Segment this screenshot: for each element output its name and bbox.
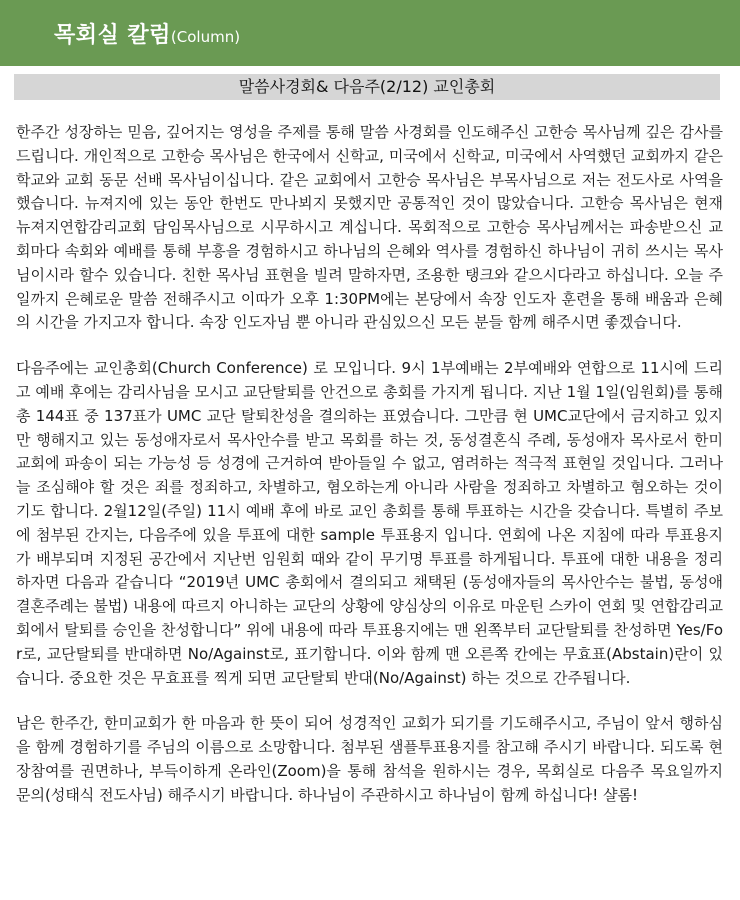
column-header — [0, 0, 740, 66]
subject-bar — [14, 74, 720, 100]
column-body — [16, 121, 723, 830]
paragraph-3: 남은 한주간, 한미교회가 한 마음과 한 뜻이 되어 성경적인 교회가 되기를 기도해주시고, 주님이 앞서 행하심을 함께 경험하기를 주님의 이름으로 소망합니다. 첨부된 샘플투표용지를 참고해 주시기 바랍니다. 되도록 현장참여를 권면하나, 부득이하게 온라인(Zoom)을 통해 참석을 원하시는 경우, 목회실로 다음주 목요일까지 문의(성태식 전도사님) 해주시기 바랍니다. 하나님이 주관하시고 하나님이 함께 하십니다! 샬롬! — [16, 714, 723, 804]
column-title-subtitle: (Column) — [170, 28, 241, 46]
paragraph-2: 다음주에는 교인총회(Church Conference) 로 모입니다. 9시 1부예배는 2부예배와 연합으로 11시에 드리고 예배 후에는 감리사님을 모시고 교단탈퇴를 안건으로 총회를 가지게 됩니다. 지난 1월 1일(임원회)를 통해 총 144표 중 137표가 UMC 교단 탈퇴찬성을 결의하는 표였습니다. 그만큼 현 UMC교단에서 금지하고 있지만 행해지고 있는 동성애자로서 목사안수를 받고 목회를 하는 것, 동성결혼식 주례, 동성애자 목사로서 한미교회에 파송이 되는 가능성 등 성경에 근거하여 받아들일 수 없고, 염려하는 적극적 표현일 것입니다. 그러나 늘 조심해야 할 것은 죄를 정죄하고, 차별하고, 혐오하는게 아니라 사람을 정죄하고 차별하고 혐오하는 것이기도 합니다. 2월12일(주일) 11시 예배 후에 바로 교인 총회를 통해 투표하는 시간을 갖습니다. 특별히 주보에 첨부된 간지는, 다음주에 있을 투표에 대한 sample 투표용지 입니다. 연회에 나온 지침에 따라 투표용지가 배부되며 지정된 공간에서 지난번 임원회 때와 같이 무기명 투표를 하게됩니다. 투표에 대한 내용을 정리하자면 다음과 같습니다 “2019년 UMC 총회에서 결의되고 채택된 (동성애자들의 목사안수는 불법, 동성애 결혼주례는 불법) 내용에 따르지 아니하는 교단의 상황에 양심상의 이유로 마운틴 스카이 연회 및 연합감리교회에서 탈퇴를 승인을 찬성합니다” 위에 내용에 따라 투표용지에는 맨 왼쪽부터 교단탈퇴를 찬성하면 Yes/For로, 교단탈퇴를 반대하면 No/Against로, 표기합니다. 이와 함께 맨 오른쪽 칸에는 무효표(Abstain)란이 있습니다. 중요한 것은 무효표를 찍게 되면 교단탈퇴 반대(No/Against) 하는 것으로 간주됩니다. — [16, 359, 723, 687]
column-title — [54, 18, 240, 49]
column-title-text: 목회실 칼럼 — [54, 23, 171, 48]
paragraph-1: 한주간 성장하는 믿음, 깊어지는 영성을 주제를 통해 말씀 사경회를 인도해주신 고한승 목사님께 깊은 감사를 드립니다. 개인적으로 고한승 목사님은 한국에서 신학교, 미국에서 신학교, 미국에서 사역했던 교회까지 같은 학교와 교회 동문 선배 목사님이십니다. 같은 교회에서 고한승 목사님은 부목사님으로 저는 전도사로 사역을 했습니다. 뉴져지에 있는 동안 한번도 만나뵈지 못했지만 공통적인 것이 많았습니다. 고한승 목사님은 현재 뉴져지연합감리교회 담임목사님으로 시무하시고 계십니다. 목회적으로 고한승 목사님께서는 파송받으신 교회마다 속회와 예배를 통해 부흥을 경험하시고 하나님의 은혜와 역사를 경험하신 하나님이 귀히 쓰시는 목사님이시라 할수 있습니다. 친한 목사님 표현을 빌려 말하자면, 조용한 탱크와 같으시다라고 하십니다. 오늘 주일까지 은혜로운 말씀 전해주시고 이따가 오후 1:30PM에는 본당에서 속장 인도자 훈련을 통해 배움과 은혜의 시간을 가지고자 합니다. 속장 인도자님 뿐 아니라 관심있으신 모든 분들 함께 해주시면 좋겠습니다. — [16, 123, 723, 332]
subject-title: 말씀사경회& 다음주(2/12) 교인총회 — [238, 77, 496, 96]
